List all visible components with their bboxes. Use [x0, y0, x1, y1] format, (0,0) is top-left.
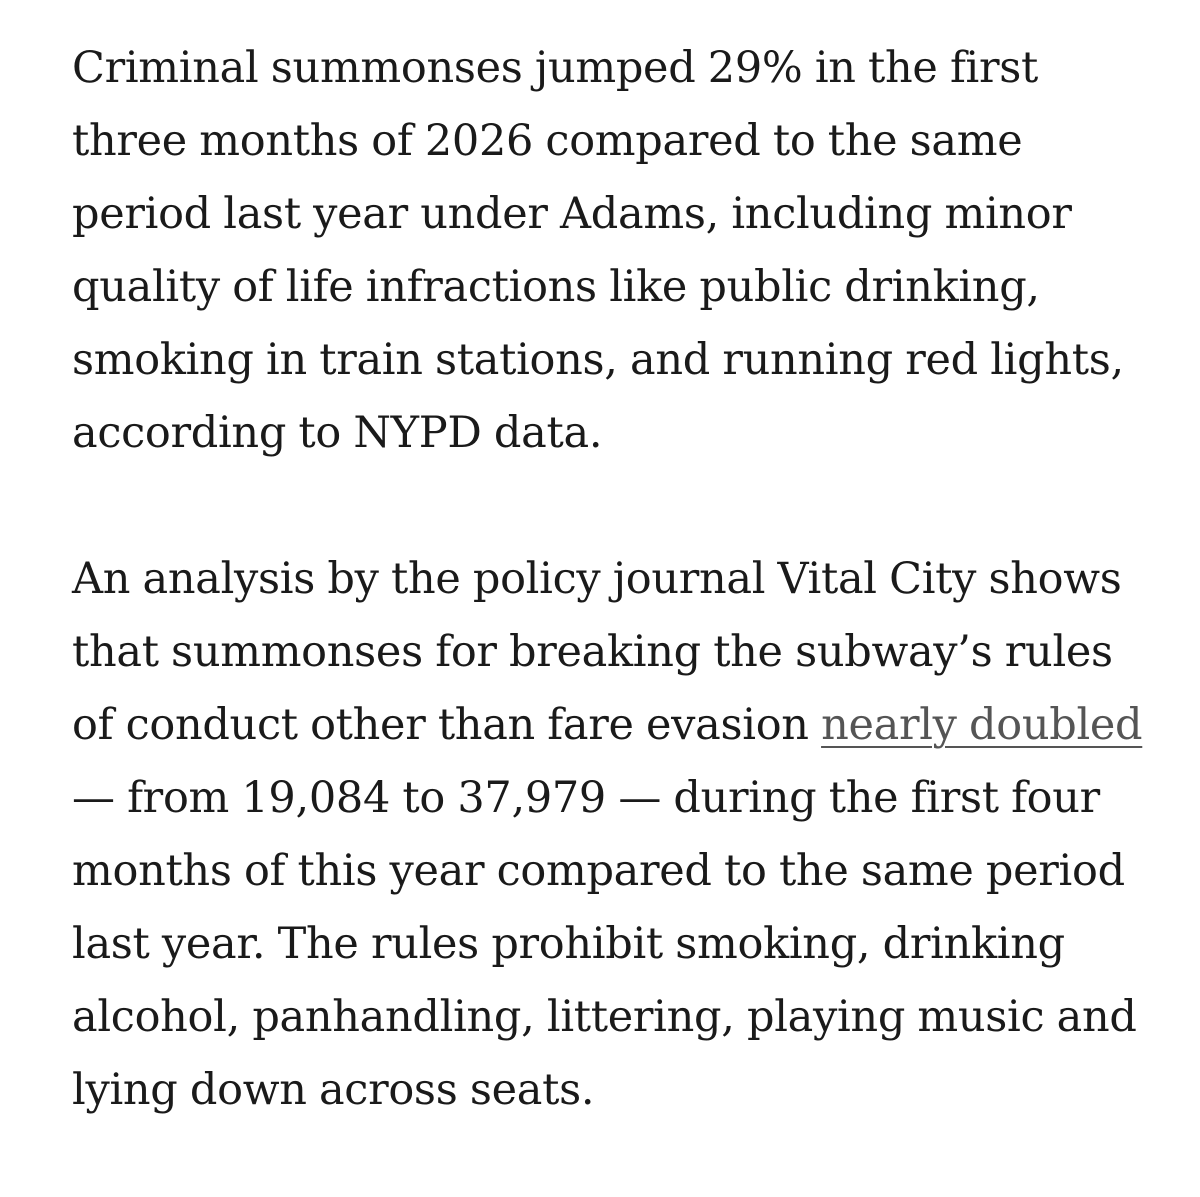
- nearly-doubled-link[interactable]: nearly doubled: [821, 700, 1143, 750]
- paragraph-line: that summonses for breaking the subway’s rules: [72, 627, 1113, 677]
- paragraph-line: months of this year compared to the same period: [72, 846, 1125, 896]
- paragraph-line: period last year under Adams, including minor: [72, 189, 1072, 239]
- paragraph-line: alcohol, panhandling, littering, playing music and: [72, 992, 1137, 1042]
- paragraph-summonses: [72, 32, 1152, 470]
- article-body: [72, 32, 1152, 1127]
- paragraph-line: according to NYPD data.: [72, 408, 603, 458]
- paragraph-line: Criminal summonses jumped 29% in the first: [72, 43, 1039, 93]
- paragraph-line: three months of 2026 compared to the same: [72, 116, 1023, 166]
- paragraph-line: [72, 689, 1152, 762]
- paragraph-text: of conduct other than fare evasion: [72, 700, 822, 750]
- paragraph-line: quality of life infractions like public drinking,: [72, 262, 1040, 312]
- paragraph-line: — from 19,084 to 37,979 — during the first four: [72, 773, 1100, 823]
- paragraph-line: lying down across seats.: [72, 1065, 595, 1115]
- paragraph-line: An analysis by the policy journal Vital City shows: [72, 554, 1122, 604]
- paragraph-line: last year. The rules prohibit smoking, drinking: [72, 919, 1065, 969]
- paragraph-line: smoking in train stations, and running red lights,: [72, 335, 1124, 385]
- paragraph-vital-city-analysis: [72, 543, 1152, 1127]
